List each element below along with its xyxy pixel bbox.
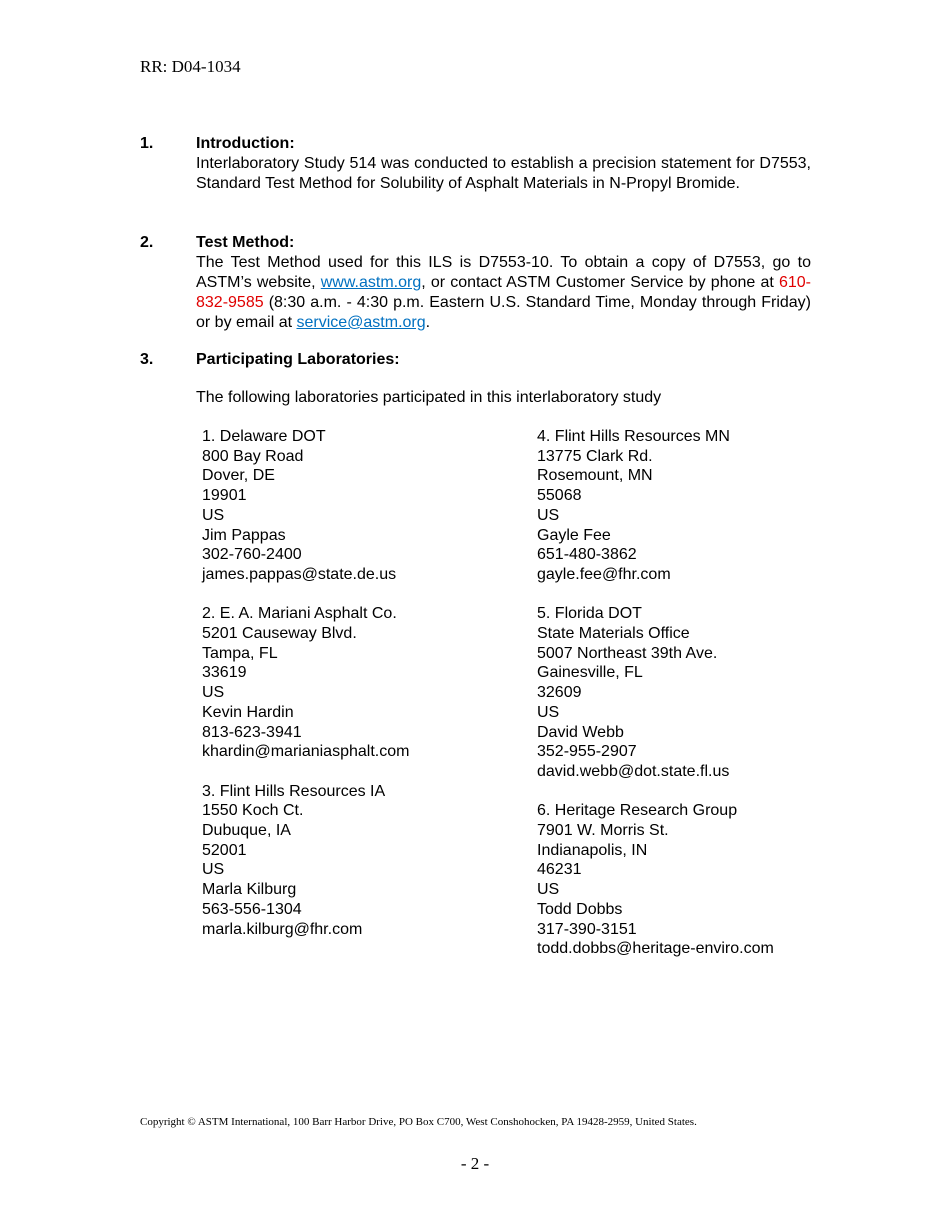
service-email-link[interactable]: service@astm.org [296,314,426,331]
lab-line: 32609 [537,684,582,702]
lab-line: marla.kilburg@fhr.com [202,920,363,938]
page-number: - 2 - [460,1154,490,1173]
lab-line: 33619 [202,664,247,682]
lab-line: Indianapolis, IN [537,841,648,859]
lab-line: david.webb@dot.state.fl.us [537,762,730,780]
section-title: Test Method: [196,234,295,251]
lab-line: Todd Dobbs [537,900,623,918]
lab-line: 3. Flint Hills Resources IA [202,782,386,800]
lab-line: james.pappas@state.de.us [202,565,397,583]
lab-line: US [202,861,225,879]
lab-line: US [537,703,560,721]
lab-entry [202,604,522,762]
lab-line: Rosemount, MN [537,467,653,485]
section-title: Introduction: [196,135,295,152]
section-text [196,253,811,333]
labs-column-right [537,427,857,979]
lab-line: khardin@marianiasphalt.com [202,743,410,761]
lab-line: US [202,506,225,524]
lab-entry [537,604,857,781]
lab-line: 563-556-1304 [202,900,302,918]
lab-line: US [537,881,560,899]
lab-line: David Webb [537,723,624,741]
lab-line: 1550 Koch Ct. [202,802,304,820]
lab-entry [202,427,522,585]
lab-line: 317-390-3151 [537,920,637,938]
lab-line: US [537,506,560,524]
lab-line: Dover, DE [202,467,275,485]
lab-line: todd.dobbs@heritage-enviro.com [537,940,774,958]
lab-line: Gayle Fee [537,526,611,544]
section-text: Interlaboratory Study 514 was conducted to establish a precision statement for D7553, Standard Test Method for Solubility of Asphalt Materials in N-Propyl Bromide. [196,155,811,192]
labs-intro-text: The following laboratories participated in this interlaboratory study [196,389,662,406]
lab-line: Jim Pappas [202,526,286,544]
lab-line: 352-955-2907 [537,743,637,761]
lab-line: gayle.fee@fhr.com [537,565,671,583]
lab-line: 7901 W. Morris St. [537,822,669,840]
section-number: 2. [140,234,154,251]
lab-entry [537,427,857,585]
text-fragment: , or contact ASTM Customer Service by phone at [421,274,779,291]
lab-line: 5. Florida DOT [537,605,642,623]
lab-line: Gainesville, FL [537,664,643,682]
text-fragment: (8:30 a.m. - 4:30 p.m. Eastern U.S. Standard Time, Monday through Friday) or by email at [196,294,811,331]
lab-line: 6. Heritage Research Group [537,802,738,820]
lab-line: 651-480-3862 [537,546,637,564]
section-number: 3. [140,351,154,368]
lab-line: 1. Delaware DOT [202,428,326,445]
text-fragment: . [425,314,431,331]
copyright-notice: Copyright © ASTM International, 100 Barr Harbor Drive, PO Box C700, West Conshohocken, PA 19428-2959, United States. [140,1116,697,1128]
lab-line: US [202,684,225,702]
lab-line: 5201 Causeway Blvd. [202,625,357,643]
lab-line: 4. Flint Hills Resources MN [537,428,730,445]
section-number: 1. [140,135,154,152]
lab-entry [202,782,522,940]
report-reference: RR: D04-1034 [140,57,241,76]
lab-line: 800 Bay Road [202,447,304,465]
phone-number: 610-832-9585 [196,274,812,311]
lab-line: Dubuque, IA [202,822,291,840]
lab-line: State Materials Office [537,625,690,643]
section-title: Participating Laboratories: [196,351,400,368]
lab-line: 55068 [537,487,582,505]
lab-line: 52001 [202,841,247,859]
lab-line: Tampa, FL [202,644,278,662]
lab-line: 302-760-2400 [202,546,302,564]
lab-line: Marla Kilburg [202,881,297,899]
lab-line: 813-623-3941 [202,723,302,741]
text-fragment: The Test Method used for this ILS is D7553-10. To obtain a copy of D7553, go to ASTM’s website, [196,254,811,291]
lab-line: 19901 [202,487,247,505]
lab-line: 13775 Clark Rd. [537,447,653,465]
lab-line: Kevin Hardin [202,703,294,721]
lab-line: 46231 [537,861,582,879]
lab-line: 5007 Northeast 39th Ave. [537,644,718,662]
lab-entry [537,801,857,959]
labs-column-left [202,427,522,959]
astm-website-link[interactable]: www.astm.org [320,274,422,291]
lab-line: 2. E. A. Mariani Asphalt Co. [202,605,397,623]
